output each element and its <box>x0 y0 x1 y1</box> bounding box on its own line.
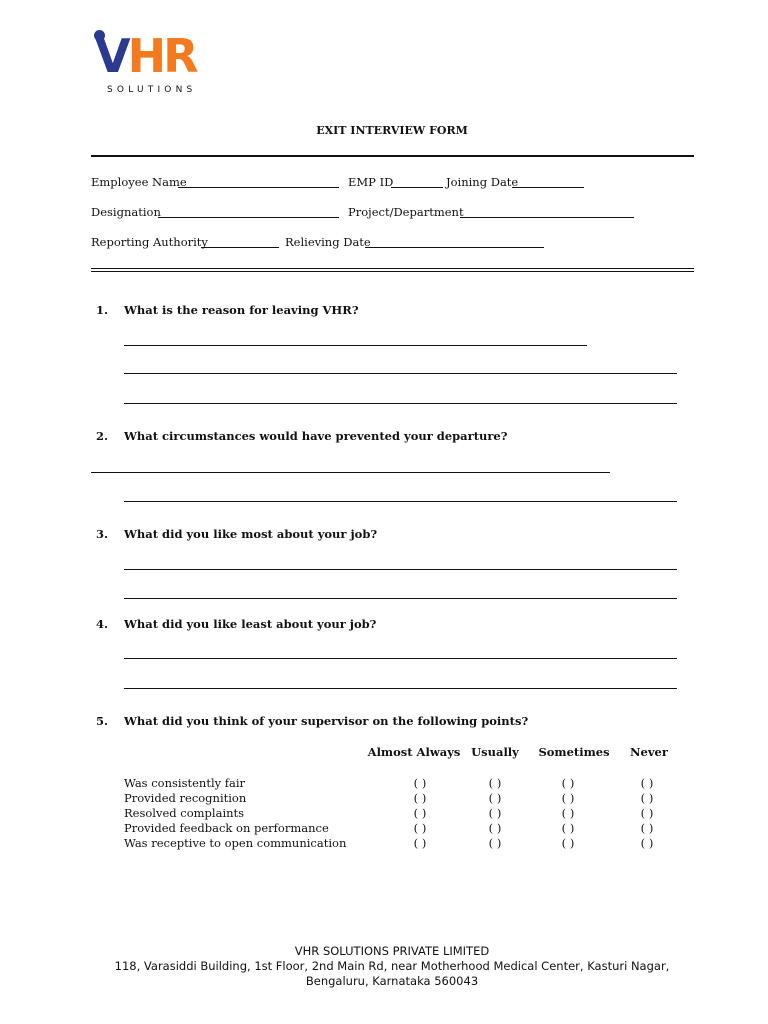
rating-item-label: Provided feedback on performance <box>124 821 329 835</box>
rating-option-sometimes[interactable]: ( ) <box>561 791 575 805</box>
rating-item-label: Resolved complaints <box>124 806 245 820</box>
rating-option-sometimes[interactable]: ( ) <box>561 776 575 790</box>
question-2-text: What circumstances would have prevented your departure? <box>124 429 508 443</box>
rating-option-never[interactable]: ( ) <box>640 821 654 835</box>
question-3-number: 3. <box>96 527 109 541</box>
company-logo <box>94 28 204 98</box>
logo-wordmark: VHR <box>95 29 196 83</box>
footer-address-line-1: 118, Varasiddi Building, 1st Floor, 2nd Main Rd, near Motherhood Medical Center, Kasturi Nagar, <box>114 959 670 973</box>
question-1-answer-line[interactable] <box>124 373 677 374</box>
rating-options-sometimes <box>553 776 583 851</box>
rating-option-almost-always[interactable]: ( ) <box>413 791 427 805</box>
rating-option-usually[interactable]: ( ) <box>488 836 502 850</box>
rating-column-usually: Usually <box>471 745 519 759</box>
footer-company-name: VHR SOLUTIONS PRIVATE LIMITED <box>294 944 490 958</box>
rating-item-label: Was consistently fair <box>124 776 246 790</box>
joining-date-field[interactable] <box>512 187 584 188</box>
project-department-field[interactable] <box>460 217 634 218</box>
rating-option-usually[interactable]: ( ) <box>488 806 502 820</box>
rating-option-never[interactable]: ( ) <box>640 836 654 850</box>
question-1-answer-line[interactable] <box>124 345 587 346</box>
rating-item-label: Was receptive to open communication <box>124 836 347 850</box>
rating-option-almost-always[interactable]: ( ) <box>413 821 427 835</box>
question-4-text: What did you like least about your job? <box>124 617 377 631</box>
fields-rule-top <box>91 268 694 269</box>
rating-option-sometimes[interactable]: ( ) <box>561 821 575 835</box>
relieving-date-field[interactable] <box>365 247 544 248</box>
rating-option-sometimes[interactable]: ( ) <box>561 806 575 820</box>
rating-option-never[interactable]: ( ) <box>640 806 654 820</box>
designation-label: Designation <box>91 205 161 219</box>
emp-id-field[interactable] <box>391 187 443 188</box>
rating-option-sometimes[interactable]: ( ) <box>561 836 575 850</box>
rating-option-usually[interactable]: ( ) <box>488 776 502 790</box>
logo-subtitle: SOLUTIONS <box>107 85 197 95</box>
rating-items <box>124 776 346 851</box>
question-1-text: What is the reason for leaving VHR? <box>124 303 359 317</box>
project-department-label: Project/Department <box>348 205 464 219</box>
rating-column-almost-always: Almost Always <box>367 745 461 759</box>
joining-date-label: Joining Date <box>446 175 519 189</box>
question-4-number: 4. <box>96 617 109 631</box>
reporting-authority-label: Reporting Authority <box>91 235 208 249</box>
rating-option-never[interactable]: ( ) <box>640 776 654 790</box>
rating-options-usually <box>480 776 510 851</box>
question-5-number: 5. <box>96 714 109 728</box>
rating-option-never[interactable]: ( ) <box>640 791 654 805</box>
rating-options-almost-always <box>405 776 435 851</box>
header-rule <box>91 155 694 157</box>
reporting-authority-field[interactable] <box>201 247 279 248</box>
question-4-answer-line[interactable] <box>124 658 677 659</box>
question-1-number: 1. <box>96 303 109 317</box>
rating-option-almost-always[interactable]: ( ) <box>413 776 427 790</box>
employee-name-label: Employee Name <box>91 175 187 189</box>
question-2-number: 2. <box>96 429 109 443</box>
question-1-answer-line[interactable] <box>124 403 677 404</box>
rating-item-label: Provided recognition <box>124 791 247 805</box>
form-title: EXIT INTERVIEW FORM <box>316 124 468 137</box>
question-3-text: What did you like most about your job? <box>124 527 378 541</box>
rating-option-usually[interactable]: ( ) <box>488 821 502 835</box>
page-footer <box>0 944 768 989</box>
emp-id-label: EMP ID <box>348 175 394 189</box>
question-3-answer-line[interactable] <box>124 598 677 599</box>
relieving-date-label: Relieving Date <box>285 235 371 249</box>
employee-name-field[interactable] <box>178 187 339 188</box>
rating-options-never <box>632 776 662 851</box>
footer-address-line-2: Bengaluru, Karnataka 560043 <box>305 974 479 988</box>
question-3-answer-line[interactable] <box>124 569 677 570</box>
question-2-answer-line[interactable] <box>124 501 677 502</box>
rating-column-sometimes: Sometimes <box>538 745 610 759</box>
rating-option-almost-always[interactable]: ( ) <box>413 836 427 850</box>
rating-option-almost-always[interactable]: ( ) <box>413 806 427 820</box>
question-5-text: What did you think of your supervisor on the following points? <box>124 714 529 728</box>
rating-option-usually[interactable]: ( ) <box>488 791 502 805</box>
question-4-answer-line[interactable] <box>124 688 677 689</box>
rating-column-never: Never <box>630 745 668 759</box>
question-2-answer-line[interactable] <box>91 472 610 473</box>
designation-field[interactable] <box>158 217 339 218</box>
fields-rule-bottom <box>91 271 694 272</box>
